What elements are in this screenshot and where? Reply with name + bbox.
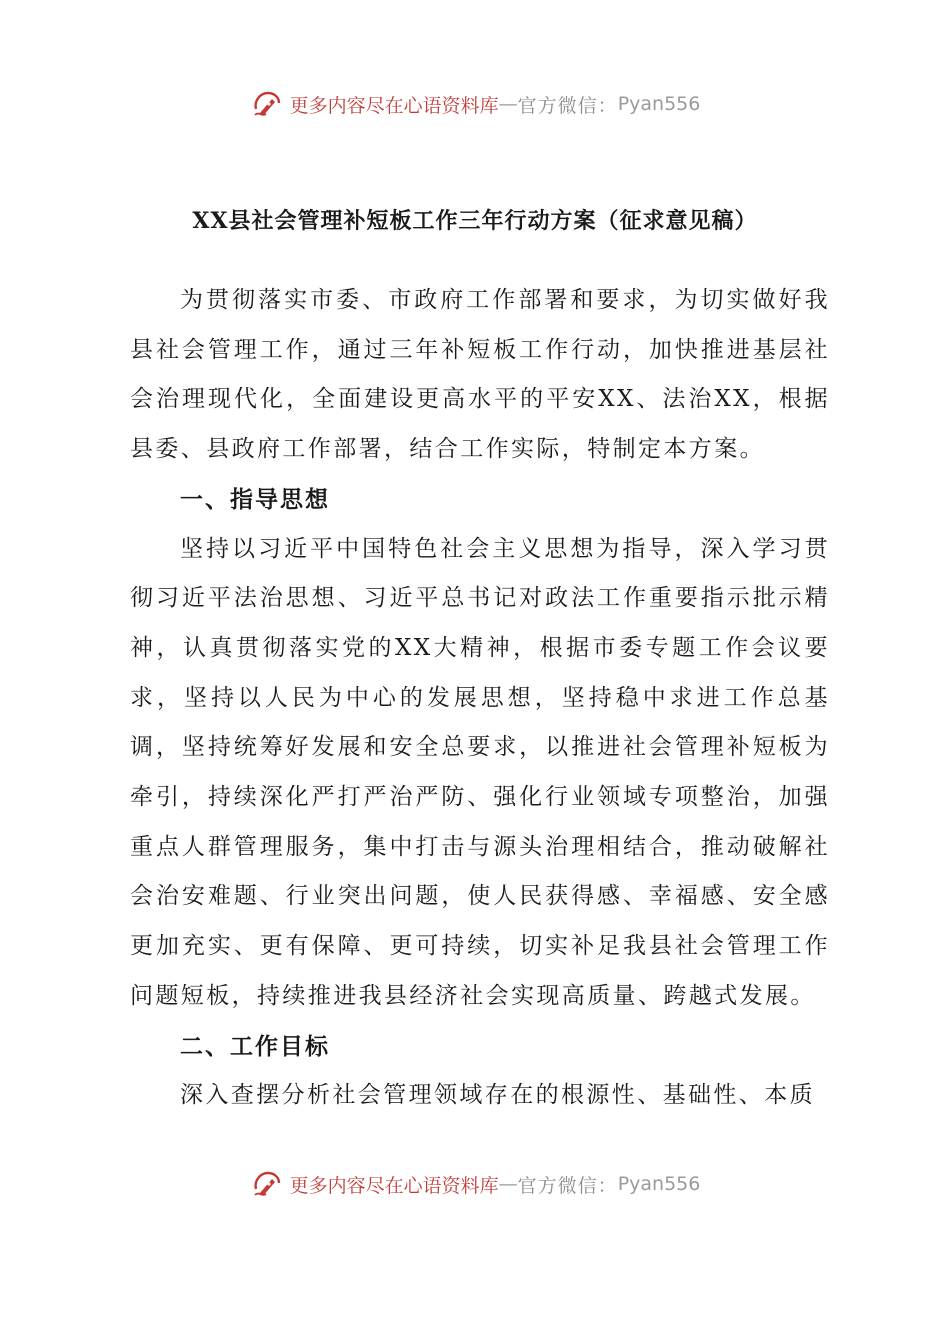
- watermark-brand: 更多内容尽在心语资料库: [289, 1174, 499, 1197]
- watermark-banner-bottom: [0, 1164, 950, 1204]
- document-title: XX县社会管理补短板工作三年行动方案（征求意见稿）: [192, 208, 758, 234]
- watermark-wechat-label: 官方微信：: [517, 94, 618, 117]
- watermark-separator: —: [498, 93, 518, 115]
- intro-paragraph: 为贯彻落实市委、市政府工作部署和要求，为切实做好我县社会管理工作，通过三年补短板工作行动，加快推进基层社会治理现代化，全面建设更高水平的平安XX、法治XX，根据县委、县政府工作部署，结合工作实际，特制定本方案。: [130, 287, 830, 463]
- document-body: [130, 276, 830, 1121]
- work-goals-paragraph: 深入查摆分析社会管理领域存在的根源性、基础性、本质: [180, 1082, 815, 1109]
- pen-logo-icon: [250, 1167, 284, 1201]
- guiding-ideology-paragraph: 坚持以习近平中国特色社会主义思想为指导，深入学习贯彻习近平法治思想、习近平总书记对政法工作重要指示批示精神，认真贯彻落实党的XX大精神，根据市委专题工作会议要求，坚持以人民为中心的发展思想，坚持稳中求进工作总基调，坚持统筹好发展和安全总要求，以推进社会管理补短板为牵引，持续深化严打严治严防、强化行业领域专项整治，加强重点人群管理服务，集中打击与源头治理相结合，推动破解社会治安难题、行业突出问题，使人民获得感、幸福感、安全感更加充实、更有保障、更可持续，切实补足我县社会管理工作问题短板，持续推进我县经济社会实现高质量、跨越式发展。: [130, 535, 830, 1009]
- section-heading-guiding-ideology: 一、指导思想: [180, 485, 330, 513]
- watermark-brand: 更多内容尽在心语资料库: [289, 94, 499, 117]
- watermark-wechat-id: Pyan556: [617, 1173, 701, 1195]
- section-heading-work-goals: 二、工作目标: [180, 1032, 330, 1060]
- watermark-wechat-label: 官方微信：: [517, 1174, 618, 1197]
- pen-logo-icon: [250, 87, 284, 121]
- watermark-banner-top: [0, 84, 950, 124]
- watermark-wechat-id: Pyan556: [617, 93, 701, 115]
- watermark-separator: —: [498, 1173, 518, 1195]
